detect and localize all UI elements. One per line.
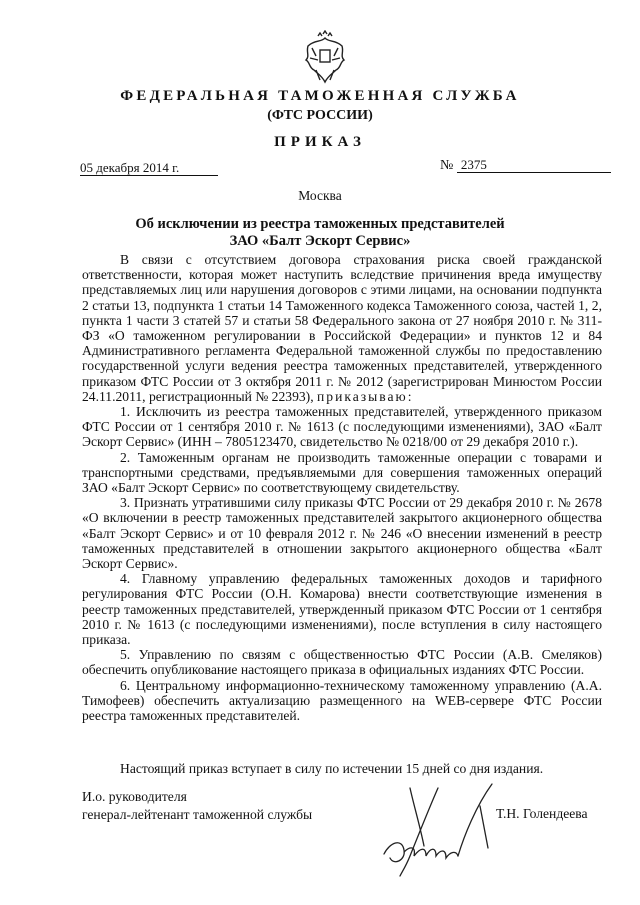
item-5: 5. Управлению по связям с общественностью ФТС России (А.В. Смеляков) обеспечить опубликование настоящего приказа в официальных изданиях ФТС России. <box>82 647 602 678</box>
order-body <box>82 252 602 723</box>
order-number: 2375 <box>457 158 611 173</box>
item-1: 1. Исключить из реестра таможенных представителей, утвержденного приказом ФТС России от 1 сентября 2010 г. № 1613 (с последующими изменениями), ЗАО «Балт Эскорт Сервис» (ИНН – 7805123470, свидетельство № 0218/00 от 29 декабря 2010 г.). <box>82 404 602 450</box>
order-number-block <box>440 158 611 174</box>
item-3: 3. Признать утратившими силу приказы ФТС России от 29 декабря 2010 г. № 2678 «О включении в реестр таможенных представителей закрытого акционерного общества «Балт Эскорт Сервис» и от 10 февраля 2012 г. № 246 «О внесении изменений в реестр таможенных представителей в отношении закрытого акционерного общества «Балт Эскорт Сервис». <box>82 495 602 572</box>
order-word: приказываю: <box>317 388 414 404</box>
position-line-1: И.о. руководителя <box>82 789 187 804</box>
coat-of-arms-emblem <box>300 30 350 90</box>
item-2: 2. Таможенным органам не производить таможенные операции с товарами и транспортными средствами, предъявляемыми для совершения таможенных операций ЗАО «Балт Эскорт Сервис» по соответствующему свидетельству. <box>82 449 602 496</box>
city: Москва <box>298 188 342 203</box>
signer-name: Т.Н. Голендеева <box>496 806 588 821</box>
agency-short-name: (ФТС РОССИИ) <box>267 108 373 123</box>
item-4: 4. Главному управлению федеральных таможенных доходов и тарифного регулирования ФТС России (О.Н. Комарова) внести соответствующие изменения в реестр таможенных представителей, утвержденный приказом ФТС России от 1 сентября 2010 г. № 1613 (с последующими изменениями), после вступления в силу настоящего приказа. <box>82 571 602 648</box>
intro-text: В связи с отсутствием договора страхования риска своей гражданской ответственности, которая может наступить вследствие причинения вреда имуществу представляемых лиц или нарушения договоров с этими лицами, на основании подпункта 2 статьи 13, подпункта 1 статьи 14 Таможенного кодекса Таможенного союза, частей 1, 2, пункта 1 части 3 статей 57 и статьи 58 Федерального закона от 27 ноября 2010 г. № 311-ФЗ «О таможенном регулировании в Российской Федерации» и пунктов 12 и 84 Административного регламента Федеральной таможенной службы по предоставлению государственной услуги ведения реестра таможенных представителей, утвержденного приказом ФТС России от 3 октября 2011 г. № 2012 (зарегистрирован Минюстом России 24.11.2011, регистрационный № 22393), <box>82 252 602 404</box>
agency-name: ФЕДЕРАЛЬНАЯ ТАМОЖЕННАЯ СЛУЖБА <box>120 88 520 104</box>
number-sign: № <box>440 158 454 173</box>
order-title <box>0 216 640 250</box>
handwritten-signature <box>380 776 495 881</box>
title-line-2: ЗАО «Балт Эскорт Сервис» <box>229 233 411 249</box>
title-line-1: Об исключении из реестра таможенных представителей <box>135 216 505 232</box>
position-line-2: генерал-лейтенант таможенной службы <box>82 807 313 822</box>
effective-date-note: Настоящий приказ вступает в силу по истечении 15 дней со дня издания. <box>120 761 544 776</box>
item-6: 6. Центральному информационно-техническому таможенному управлению (А.А. Тимофеев) обеспечить актуализацию размещенного на WEB-сервере ФТС России реестра таможенных представителей. <box>82 677 602 724</box>
order-date: 05 декабря 2014 г. <box>80 161 218 176</box>
signer-position <box>82 788 412 824</box>
document-type: ПРИКАЗ <box>274 134 366 150</box>
intro-paragraph <box>82 252 602 404</box>
